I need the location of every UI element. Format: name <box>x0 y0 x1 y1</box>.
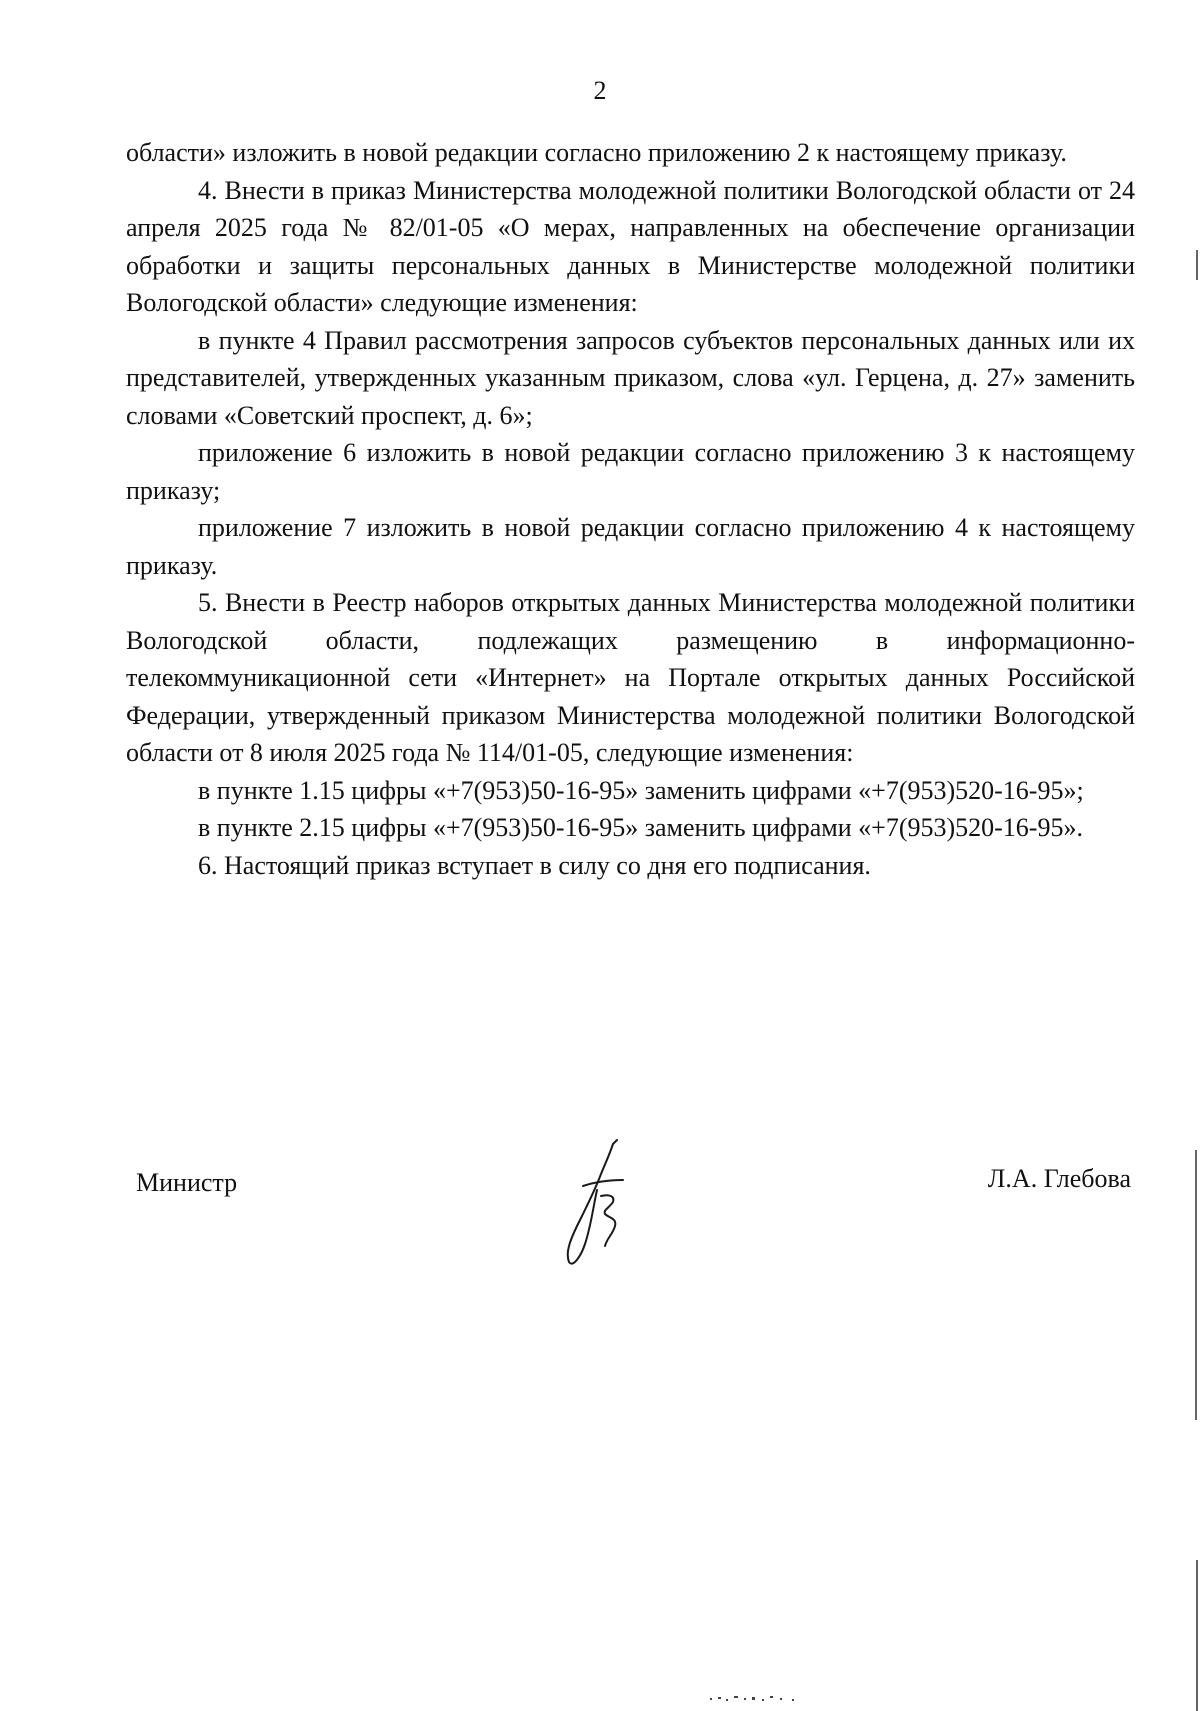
handwritten-signature-icon <box>543 1138 653 1268</box>
paragraph-item-6: 6. Настоящий приказ вступает в силу со дня его подписания. <box>198 850 871 880</box>
paragraph-item-4-appendix-6: приложение 6 изложить в новой редакции согласно приложению 3 к настоящему приказу; <box>126 438 1135 505</box>
paragraph-item-5: 5. Внести в Реестр наборов открытых данных Министерства молодежной политики Вологодской области, подлежащих размещению в информационно-телекоммуникационной сети «Интернет» на Портале открытых данных Российской Федерации, утвержденный приказом Министерства молодежной политики Вологодской области от 8 июля 2025 года № 114/01-05, следующие изменения: <box>126 588 1135 767</box>
paragraph-item-4-point-4: в пункте 4 Правил рассмотрения запросов субъектов персональных данных или их представителей, утвержденных указанным приказом, слова «ул. Герцена, д. 27» заменить словами «Советский проспект, д. 6»; <box>126 325 1135 430</box>
document-body <box>126 134 1135 884</box>
signature-block <box>126 1146 1135 1296</box>
signer-name: Л.А. Глебова <box>987 1164 1131 1193</box>
scan-noise-artifact <box>700 1693 860 1703</box>
paragraph-continuation: области» изложить в новой редакции согласно приложению 2 к настоящему приказу. <box>126 138 1067 167</box>
paragraph-item-5-point-2-15: в пункте 2.15 цифры «+7(953)50-16-95» заменить цифрами «+7(953)520-16-95». <box>198 813 1083 842</box>
paragraph-item-4: 4. Внести в приказ Министерства молодежной политики Вологодской области от 24 апреля 2025 года № 82/01-05 «О мерах, направленных на обеспечение организации обработки и защиты персональных данных в Министерстве молодежной политики Вологодской области» следующие изменения: <box>126 175 1135 317</box>
paragraph-item-4-appendix-7: приложение 7 изложить в новой редакции согласно приложению 4 к настоящему приказу. <box>126 513 1135 580</box>
signer-position: Министр <box>136 1168 238 1197</box>
paragraph-item-5-point-1-15: в пункте 1.15 цифры «+7(953)50-16-95» заменить цифрами «+7(953)520-16-95»; <box>198 775 1084 805</box>
page-number: 2 <box>593 76 607 105</box>
scan-edge-artifact <box>1192 0 1200 1711</box>
